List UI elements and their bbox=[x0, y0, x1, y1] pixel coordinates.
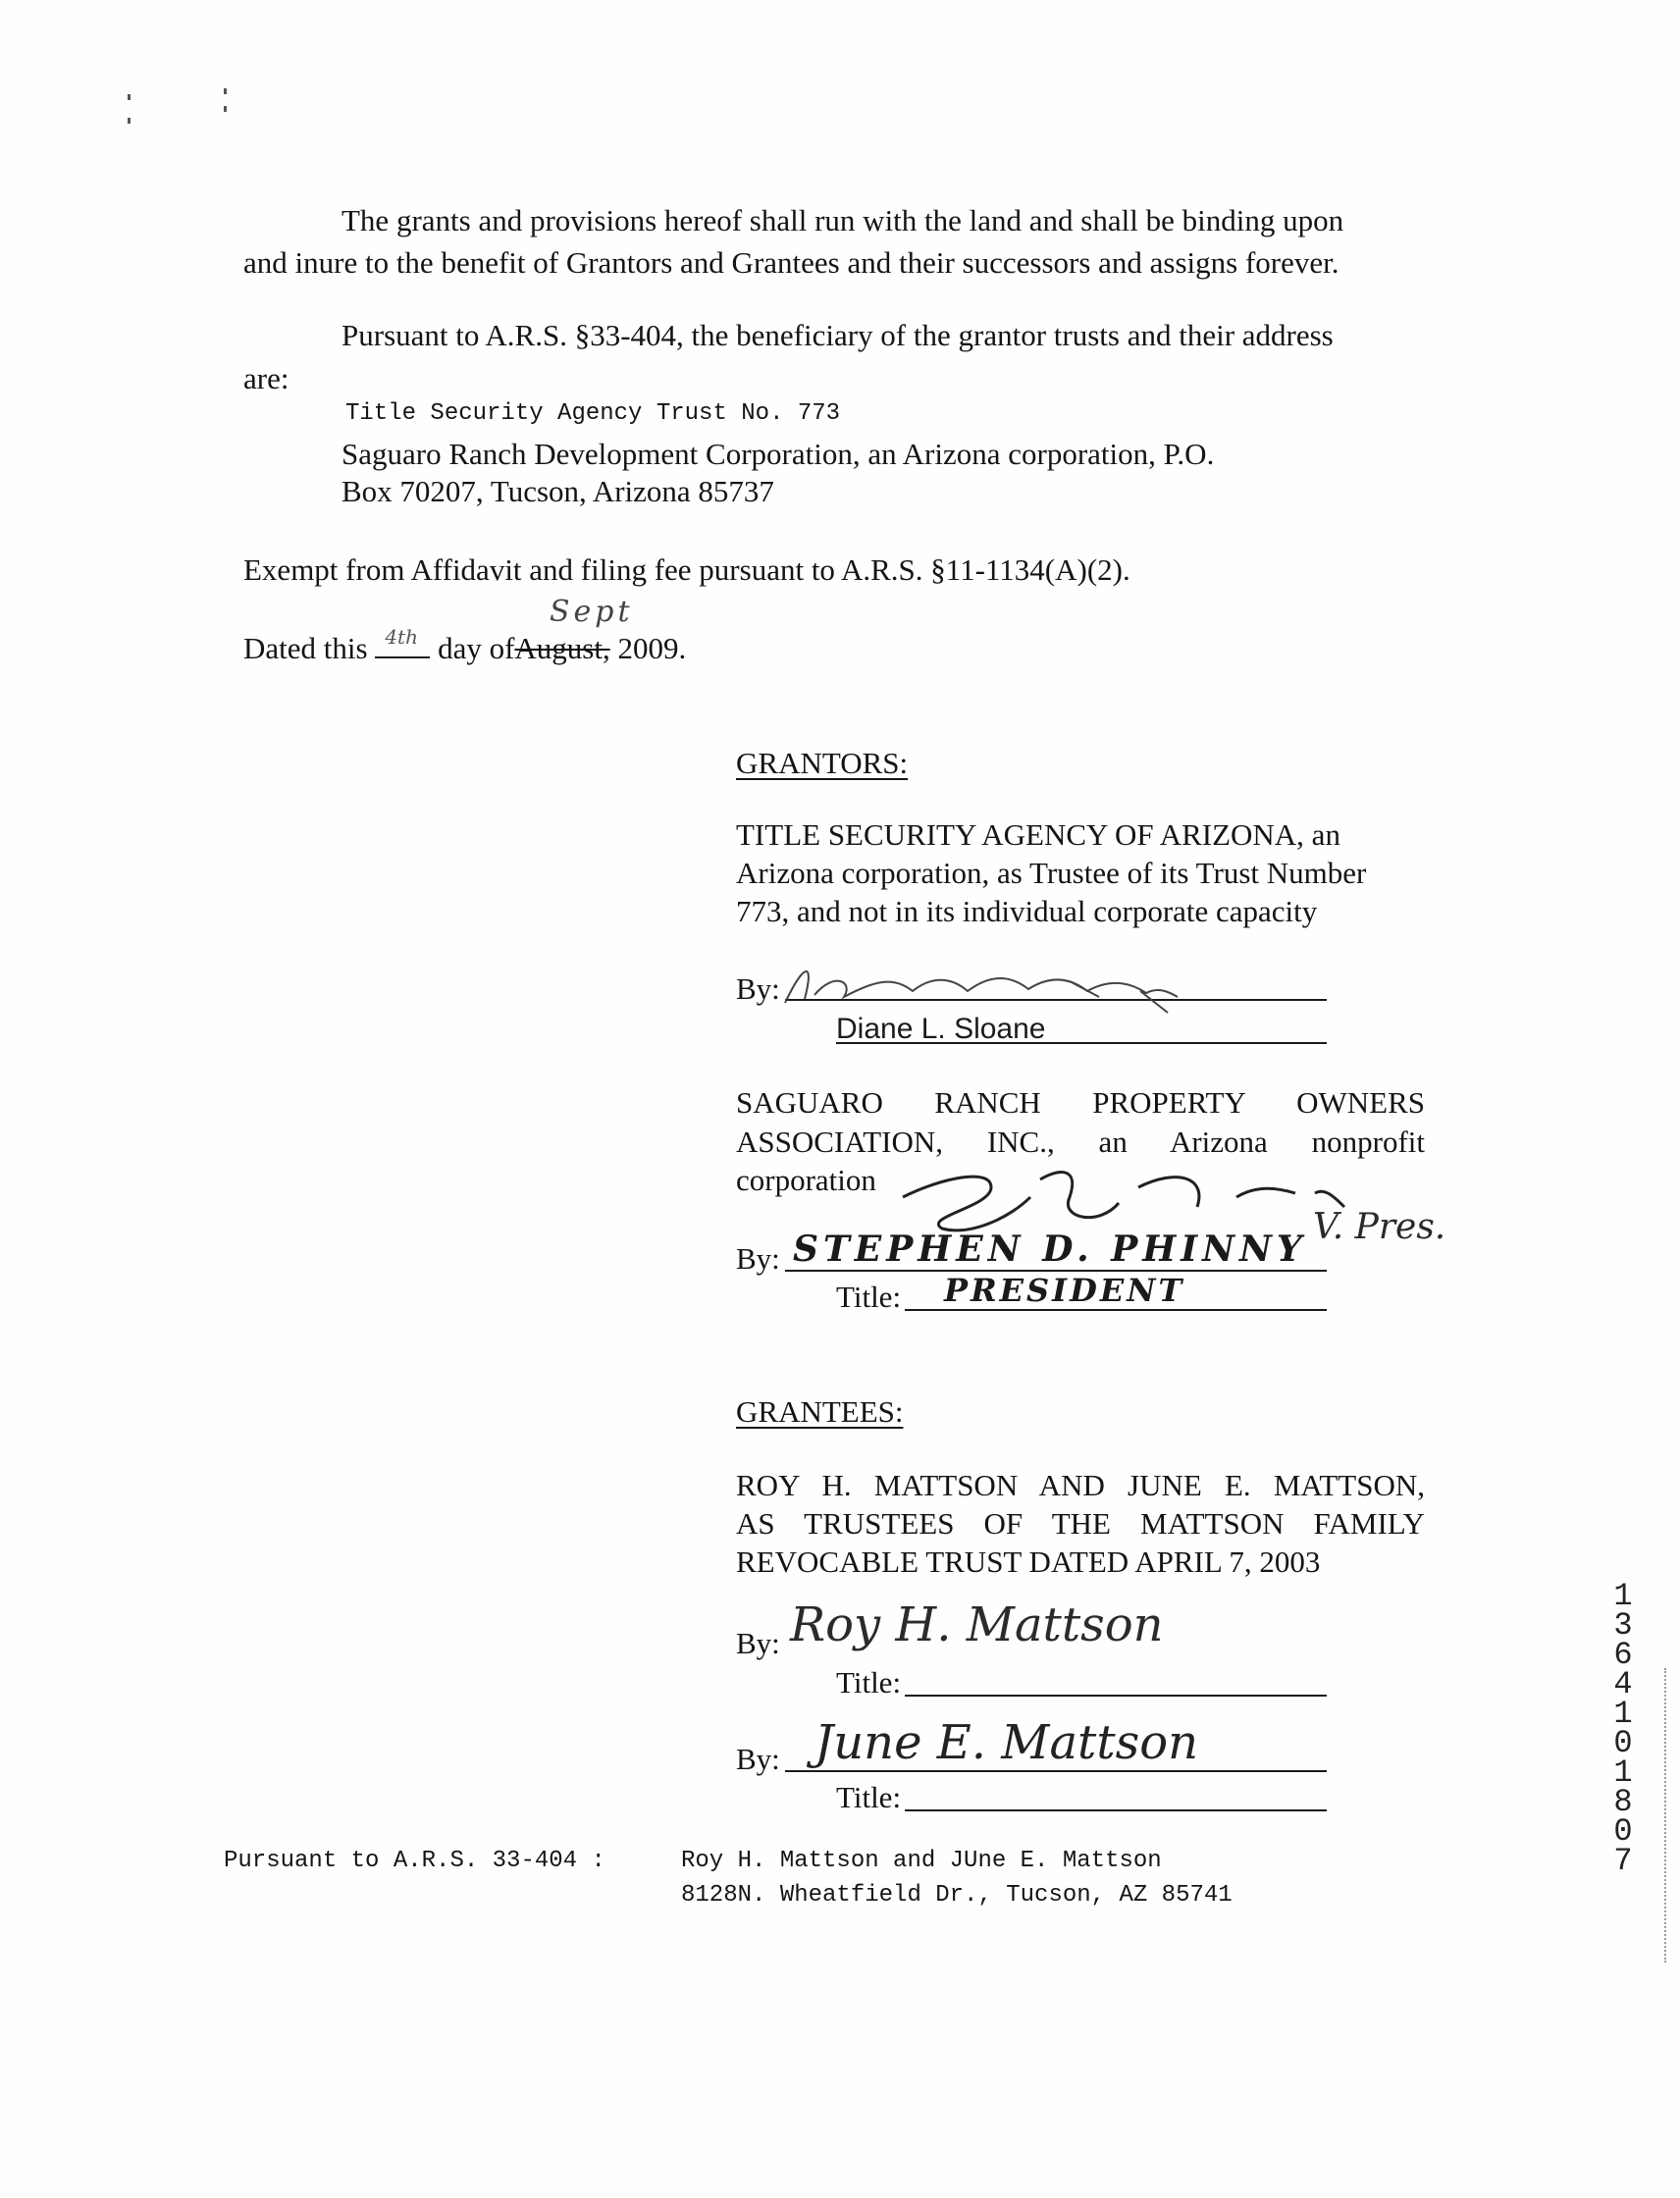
scan-mark bbox=[224, 88, 227, 94]
dated-day-handwritten: 4th bbox=[385, 625, 418, 649]
dated-middle: day of bbox=[438, 631, 515, 665]
title-security-line1: TITLE SECURITY AGENCY OF ARIZONA, an bbox=[736, 817, 1340, 852]
grantors-heading: GRANTORS: bbox=[736, 746, 909, 780]
grantees-line3: REVOCABLE TRUST DATED APRIL 7, 2003 bbox=[736, 1544, 1321, 1579]
grantee-by-label-2: By: bbox=[736, 1742, 780, 1776]
roy-mattson-signature: Roy H. Mattson bbox=[790, 1597, 1164, 1652]
dated-year: 2009. bbox=[617, 631, 687, 665]
footer-line2: 8128N. Wheatfield Dr., Tucson, AZ 85741 bbox=[681, 1882, 1233, 1909]
saguaro-title-label: Title: bbox=[836, 1280, 902, 1314]
grantor-name-line bbox=[836, 1042, 1327, 1044]
exempt-statement: Exempt from Affidavit and filing fee pursuant to A.R.S. §11-1134(A)(2). bbox=[243, 552, 1130, 587]
edge-dots bbox=[1664, 1668, 1668, 1962]
recording-stamp-number: 13641 01807 bbox=[1613, 1578, 1633, 1879]
grantee-by-label-1: By: bbox=[736, 1626, 780, 1660]
pursuant-paragraph-line2: are: bbox=[243, 361, 289, 395]
dated-month-handwritten: Sept bbox=[550, 595, 634, 629]
beneficiary-line1: Saguaro Ranch Development Corporation, an Arizona corporation, P.O. bbox=[341, 437, 1215, 471]
trust-name: Title Security Agency Trust No. 773 bbox=[345, 400, 841, 427]
title-security-line2: Arizona corporation, as Trustee of its Trust Number bbox=[736, 856, 1367, 890]
grantees-line1: ROY H. MATTSON AND JUNE E. MATTSON, bbox=[736, 1468, 1425, 1502]
grantees-line2: AS TRUSTEES OF THE MATTSON FAMILY bbox=[736, 1506, 1425, 1541]
june-mattson-signature: June E. Mattson bbox=[814, 1715, 1199, 1770]
saguaro-by-label: By: bbox=[736, 1241, 780, 1276]
scan-mark bbox=[224, 106, 227, 112]
footer-label: Pursuant to A.R.S. 33-404 : bbox=[224, 1848, 605, 1874]
grantees-heading: GRANTEES: bbox=[736, 1394, 904, 1429]
saguaro-line3: corporation bbox=[736, 1163, 876, 1197]
saguaro-signer-note: V. Pres. bbox=[1313, 1207, 1446, 1247]
saguaro-line2: ASSOCIATION, INC., an Arizona nonprofit bbox=[736, 1125, 1425, 1159]
grantee-title-line-1 bbox=[905, 1695, 1327, 1697]
grantee-title-line-2 bbox=[905, 1809, 1327, 1811]
dated-day-blank bbox=[375, 625, 430, 658]
binding-paragraph-line1: The grants and provisions hereof shall run with the land and shall be binding upon bbox=[341, 203, 1344, 237]
dated-month-struck: August, bbox=[514, 631, 610, 665]
dated-prefix: Dated this bbox=[243, 631, 368, 665]
title-security-line3: 773, and not in its individual corporate capacity bbox=[736, 894, 1318, 928]
grantee-title-label-1: Title: bbox=[836, 1665, 902, 1700]
footer-line1: Roy H. Mattson and JUne E. Mattson bbox=[681, 1848, 1162, 1874]
grantor-signer-name: Diane L. Sloane bbox=[836, 1013, 1046, 1045]
saguaro-title-line bbox=[905, 1309, 1327, 1311]
grantor-by-label: By: bbox=[736, 971, 780, 1006]
beneficiary-line2: Box 70207, Tucson, Arizona 85737 bbox=[341, 474, 774, 508]
scan-mark bbox=[128, 94, 131, 100]
saguaro-signer-handwritten: STEPHEN D. PHINNY bbox=[793, 1229, 1307, 1270]
saguaro-title-handwritten: PRESIDENT bbox=[944, 1272, 1185, 1309]
pursuant-paragraph-line1: Pursuant to A.R.S. §33-404, the beneficiary of the grantor trusts and their address bbox=[341, 318, 1334, 352]
saguaro-line1: SAGUARO RANCH PROPERTY OWNERS bbox=[736, 1085, 1425, 1120]
dated-line bbox=[243, 625, 687, 668]
grantee-signature-line-2 bbox=[785, 1770, 1327, 1772]
scan-mark bbox=[128, 118, 131, 124]
grantee-title-label-2: Title: bbox=[836, 1780, 902, 1814]
binding-paragraph-line2: and inure to the benefit of Grantors and Grantees and their successors and assigns forever. bbox=[243, 245, 1339, 280]
